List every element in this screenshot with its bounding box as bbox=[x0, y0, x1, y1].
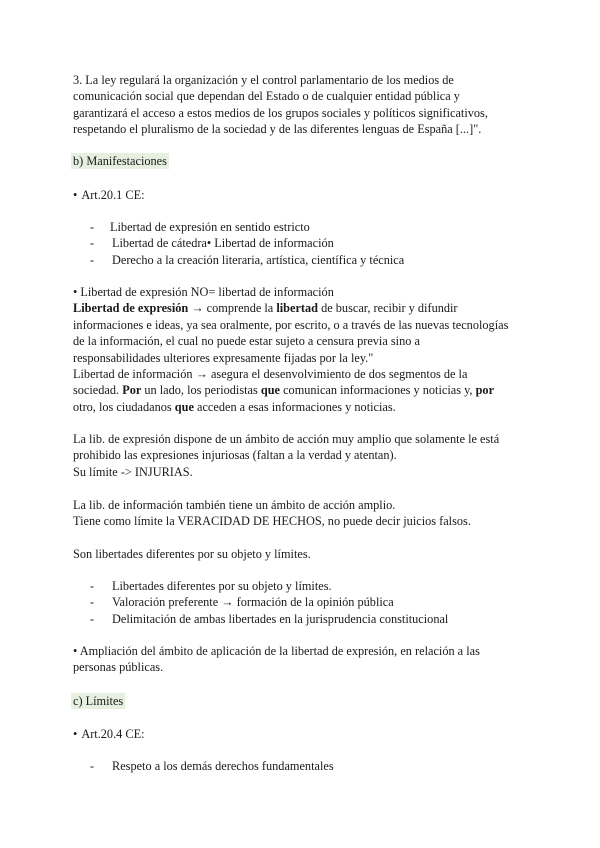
bullet-icon: • bbox=[73, 188, 78, 202]
bullet-icon: • bbox=[73, 727, 78, 741]
section-c-heading bbox=[73, 693, 543, 709]
text-line: de la información, el cual no puede estar sujeto a censura previa sino a bbox=[73, 334, 420, 349]
bold-fragment: que bbox=[260, 383, 281, 398]
list-item bbox=[90, 252, 540, 268]
intro-paragraph bbox=[73, 72, 543, 138]
text-line bbox=[73, 300, 543, 316]
text-line: personas públicas. bbox=[73, 660, 164, 675]
list-item-text: Derecho a la creación literaria, artística, científica y técnica bbox=[112, 252, 405, 267]
text-fragment: de buscar, recibir y difundir bbox=[321, 301, 458, 316]
differences-line bbox=[73, 546, 543, 562]
text-fragment: acceden a esas informaciones y noticias. bbox=[197, 399, 396, 414]
art-20-4-line bbox=[73, 726, 543, 742]
dash-icon: - bbox=[90, 595, 95, 610]
bold-fragment: que bbox=[174, 399, 194, 414]
section-title: c) Límites bbox=[73, 694, 124, 708]
ampliacion-paragraph bbox=[73, 643, 543, 676]
text-line: responsabilidades ulteriores expresamente fijadas por la ley." bbox=[73, 350, 374, 365]
text-line: La lib. de información también tiene un ámbito de acción amplio. bbox=[73, 498, 396, 512]
term-libertad: libertad bbox=[276, 301, 319, 316]
text-line: respetando el pluralismo de la sociedad y de las diferentes lenguas de España [...]". bbox=[73, 122, 482, 137]
text-line: Tiene como límite la VERACIDAD DE HECHOS, no puede decir juicios falsos. bbox=[73, 514, 471, 529]
bold-fragment: Por bbox=[122, 383, 142, 398]
list-item-text: Libertad de cátedra• Libertad de información bbox=[112, 236, 334, 251]
bold-fragment: por bbox=[475, 383, 495, 398]
article-label: Art.20.4 CE: bbox=[81, 727, 145, 741]
dash-icon: - bbox=[90, 579, 95, 593]
list-item-text: Delimitación de ambas libertades en la jurisprudencia constitucional bbox=[112, 611, 449, 626]
informacion-paragraph bbox=[73, 497, 543, 530]
text-line: • Ampliación del ámbito de aplicación de la libertad de expresión, en relación a las bbox=[73, 644, 480, 658]
text-line: garantizará el acceso a estos medios de los grupos sociales y políticos significativos, bbox=[73, 105, 488, 120]
manifestaciones-list bbox=[90, 219, 540, 268]
text-line: Libertad de información → asegura el desenvolvimiento de dos segmentos de la bbox=[73, 367, 468, 382]
comparison-block bbox=[73, 284, 543, 415]
list-item bbox=[90, 578, 540, 594]
limites-list bbox=[90, 758, 540, 774]
text-fragment: sociedad. bbox=[73, 383, 120, 398]
art-20-1-line bbox=[73, 187, 543, 203]
text-fragment: → comprende la bbox=[191, 301, 274, 316]
differences-list bbox=[90, 578, 540, 627]
section-title: b) Manifestaciones bbox=[73, 154, 167, 168]
dash-icon: - bbox=[90, 220, 95, 234]
text-fragment: un lado, los periodistas bbox=[144, 383, 258, 398]
article-label: Art.20.1 CE: bbox=[81, 188, 145, 202]
text-line: Son libertades diferentes por su objeto y límites. bbox=[73, 547, 311, 561]
list-item-text: Libertad de expresión en sentido estricto bbox=[110, 220, 310, 234]
dash-icon: - bbox=[90, 611, 95, 626]
list-item bbox=[90, 758, 540, 774]
list-item-text: Respeto a los demás derechos fundamentales bbox=[112, 759, 334, 773]
text-line: informaciones e ideas, ya sea oralmente, por escrito, o a través de las nuevas tecnologías bbox=[73, 317, 509, 332]
text-line: comunicación social que dependan del Estado o de cualquier entidad pública y bbox=[73, 89, 460, 104]
list-item bbox=[90, 235, 540, 251]
expresion-paragraph bbox=[73, 431, 543, 480]
list-item-text: Libertades diferentes por su objeto y límites. bbox=[112, 579, 332, 593]
term-expresion: Libertad de expresión bbox=[73, 301, 189, 316]
text-fragment: otro, los ciudadanos bbox=[73, 399, 172, 414]
text-line: Su límite -> INJURIAS. bbox=[73, 464, 193, 479]
comparison-heading: • Libertad de expresión NO= libertad de información bbox=[73, 285, 334, 299]
section-b-heading bbox=[73, 153, 543, 169]
list-item-text: Valoración preferente → formación de la opinión pública bbox=[112, 595, 394, 610]
text-line bbox=[73, 399, 543, 415]
text-line bbox=[73, 382, 543, 398]
list-item bbox=[90, 219, 540, 235]
dash-icon: - bbox=[90, 759, 95, 773]
list-item bbox=[90, 611, 540, 627]
dash-icon: - bbox=[90, 236, 95, 251]
dash-icon: - bbox=[90, 252, 95, 267]
text-fragment: comunican informaciones y noticias y, bbox=[283, 383, 473, 398]
list-item bbox=[90, 594, 540, 610]
text-line: La lib. de expresión dispone de un ámbito de acción muy amplio que solamente le está bbox=[73, 432, 500, 446]
text-line: prohibido las expresiones injuriosas (faltan a la verdad y atentan). bbox=[73, 448, 397, 463]
text-line: 3. La ley regulará la organización y el control parlamentario de los medios de bbox=[73, 73, 454, 87]
